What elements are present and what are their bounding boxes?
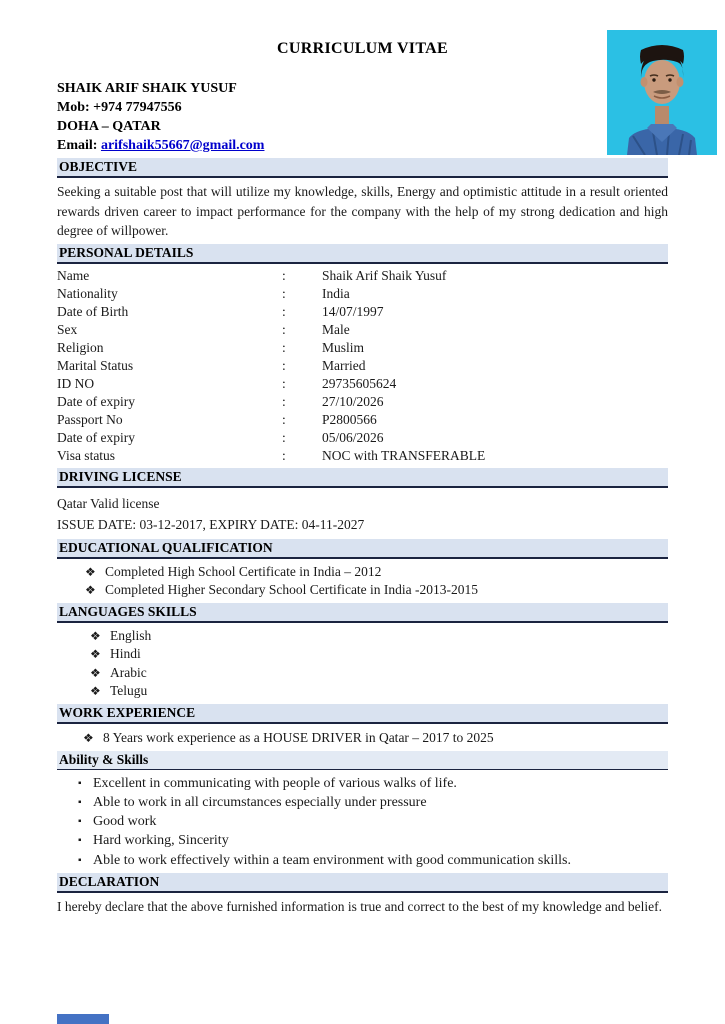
table-row — [57, 285, 668, 303]
table-row — [57, 411, 668, 429]
detail-value: Male — [322, 321, 350, 337]
language-item-text: Arabic — [110, 664, 147, 680]
diamond-bullet-icon: ❖ — [90, 684, 101, 699]
personal-details-table — [57, 267, 668, 465]
skill-item-text: Excellent in communicating with people of various walks of life. — [93, 775, 457, 791]
diamond-bullet-icon: ❖ — [90, 647, 101, 662]
detail-label: Date of expiry — [57, 393, 135, 409]
detail-separator: : — [282, 393, 286, 409]
diamond-bullet-icon: ❖ — [83, 730, 94, 745]
detail-separator: : — [282, 321, 286, 337]
square-bullet-icon: ▪ — [78, 816, 82, 828]
table-row — [57, 447, 668, 465]
footer-accent-bar — [57, 1014, 109, 1024]
detail-label: Date of Birth — [57, 303, 129, 319]
section-heading-ability-skills: Ability & Skills — [57, 751, 668, 770]
detail-label: Name — [57, 267, 90, 283]
section-heading-languages: LANGUAGES SKILLS — [57, 603, 668, 623]
square-bullet-icon: ▪ — [78, 797, 82, 809]
detail-separator: : — [282, 357, 286, 373]
list-item — [57, 563, 668, 582]
detail-value: 29735605624 — [322, 375, 397, 391]
table-row — [57, 321, 668, 339]
skill-item-text: Hard working, Sincerity — [93, 833, 229, 849]
education-item-text: Completed Higher Secondary School Certificate in India -2013-2015 — [105, 582, 479, 597]
list-item — [57, 728, 668, 748]
detail-label: Religion — [57, 339, 104, 355]
detail-label: Date of expiry — [57, 429, 135, 445]
detail-value: India — [322, 285, 350, 301]
section-heading-education: EDUCATIONAL QUALIFICATION — [57, 539, 668, 559]
declaration-text: I hereby declare that the above furnished information is true and correct to the best of my knowledge and belief. — [57, 898, 663, 914]
education-list — [57, 563, 668, 600]
skill-item-text: Good work — [93, 814, 157, 830]
language-item-text: Telugu — [110, 683, 148, 699]
skill-item-text: Able to work effectively within a team environment with good communication skills. — [93, 852, 571, 868]
list-item — [57, 774, 668, 793]
email-link[interactable]: arifshaik55667@gmail.com — [100, 138, 265, 153]
diamond-bullet-icon: ❖ — [90, 665, 101, 680]
document-title: CURRICULUM VITAE — [277, 40, 448, 57]
list-item — [57, 812, 668, 831]
driving-license-line: Qatar Valid license — [57, 495, 160, 511]
cv-content — [57, 0, 668, 916]
diamond-bullet-icon: ❖ — [90, 628, 101, 643]
contact-block — [57, 79, 668, 155]
driving-license-line: ISSUE DATE: 03-12-2017, EXPIRY DATE: 04-11-2027 — [57, 517, 365, 532]
detail-separator: : — [282, 339, 286, 355]
square-bullet-icon: ▪ — [78, 854, 82, 866]
detail-value: 05/06/2026 — [322, 429, 384, 445]
detail-separator: : — [282, 267, 286, 283]
email-line — [57, 136, 668, 155]
detail-value: Muslim — [322, 339, 365, 355]
list-item — [57, 793, 668, 812]
list-item — [57, 664, 668, 683]
work-experience-list — [57, 728, 668, 748]
section-heading-work-experience: WORK EXPERIENCE — [57, 704, 668, 724]
detail-label: ID NO — [57, 375, 95, 391]
education-item-text: Completed High School Certificate in India – 2012 — [105, 563, 382, 579]
detail-label: Visa status — [57, 447, 116, 463]
table-row — [57, 375, 668, 393]
table-row — [57, 357, 668, 375]
list-item — [57, 627, 668, 646]
detail-value: NOC with TRANSFERABLE — [322, 447, 486, 463]
objective-text: Seeking a suitable post that will utilize my knowledge, skills, Energy and optimistic attitude in a result oriented rewards driven career to impact performance for the company with the help of my strong dedication and high degree of willpower. — [57, 184, 668, 238]
section-heading-objective: OBJECTIVE — [57, 158, 668, 178]
list-item — [57, 645, 668, 664]
list-item — [57, 831, 668, 850]
detail-separator: : — [282, 375, 286, 391]
person-portrait-icon — [607, 30, 717, 155]
language-item-text: English — [110, 627, 152, 643]
table-row — [57, 339, 668, 357]
detail-value: 27/10/2026 — [322, 393, 384, 409]
detail-label: Nationality — [57, 285, 118, 301]
diamond-bullet-icon: ❖ — [85, 583, 96, 597]
list-item — [57, 851, 668, 870]
section-heading-personal-details: PERSONAL DETAILS — [57, 244, 668, 264]
passport-photo — [607, 30, 717, 155]
diamond-bullet-icon: ❖ — [85, 564, 96, 579]
detail-separator: : — [282, 447, 286, 463]
table-row — [57, 303, 668, 321]
detail-separator: : — [282, 303, 286, 319]
location-line: DOHA – QATAR — [57, 119, 161, 134]
detail-value: Married — [322, 357, 366, 373]
table-row — [57, 393, 668, 411]
list-item — [57, 581, 668, 600]
detail-value: 14/07/1997 — [322, 303, 384, 319]
language-item-text: Hindi — [110, 646, 141, 662]
mobile-line: Mob: +974 77947556 — [57, 100, 182, 115]
section-heading-driving-license: DRIVING LICENSE — [57, 468, 668, 488]
work-item-text: 8 Years work experience as a HOUSE DRIVER in Qatar – 2017 to 2025 — [103, 729, 494, 745]
table-row — [57, 267, 668, 285]
skill-item-text: Able to work in all circumstances especially under pressure — [93, 795, 427, 811]
languages-list — [57, 627, 668, 701]
ability-skills-list — [57, 774, 668, 870]
detail-separator: : — [282, 285, 286, 301]
detail-separator: : — [282, 429, 286, 445]
section-heading-declaration: DECLARATION — [57, 873, 668, 893]
table-row — [57, 429, 668, 447]
email-label: Email: — [57, 138, 101, 153]
detail-label: Marital Status — [57, 357, 134, 373]
detail-label: Sex — [57, 321, 78, 337]
square-bullet-icon: ▪ — [78, 835, 82, 847]
detail-value: P2800566 — [322, 411, 377, 427]
list-item — [57, 682, 668, 701]
square-bullet-icon: ▪ — [78, 777, 82, 789]
detail-label: Passport No — [57, 411, 123, 427]
candidate-name: SHAIK ARIF SHAIK YUSUF — [57, 81, 237, 96]
driving-license-lines — [57, 493, 668, 536]
detail-value: Shaik Arif Shaik Yusuf — [322, 267, 447, 283]
detail-separator: : — [282, 411, 286, 427]
